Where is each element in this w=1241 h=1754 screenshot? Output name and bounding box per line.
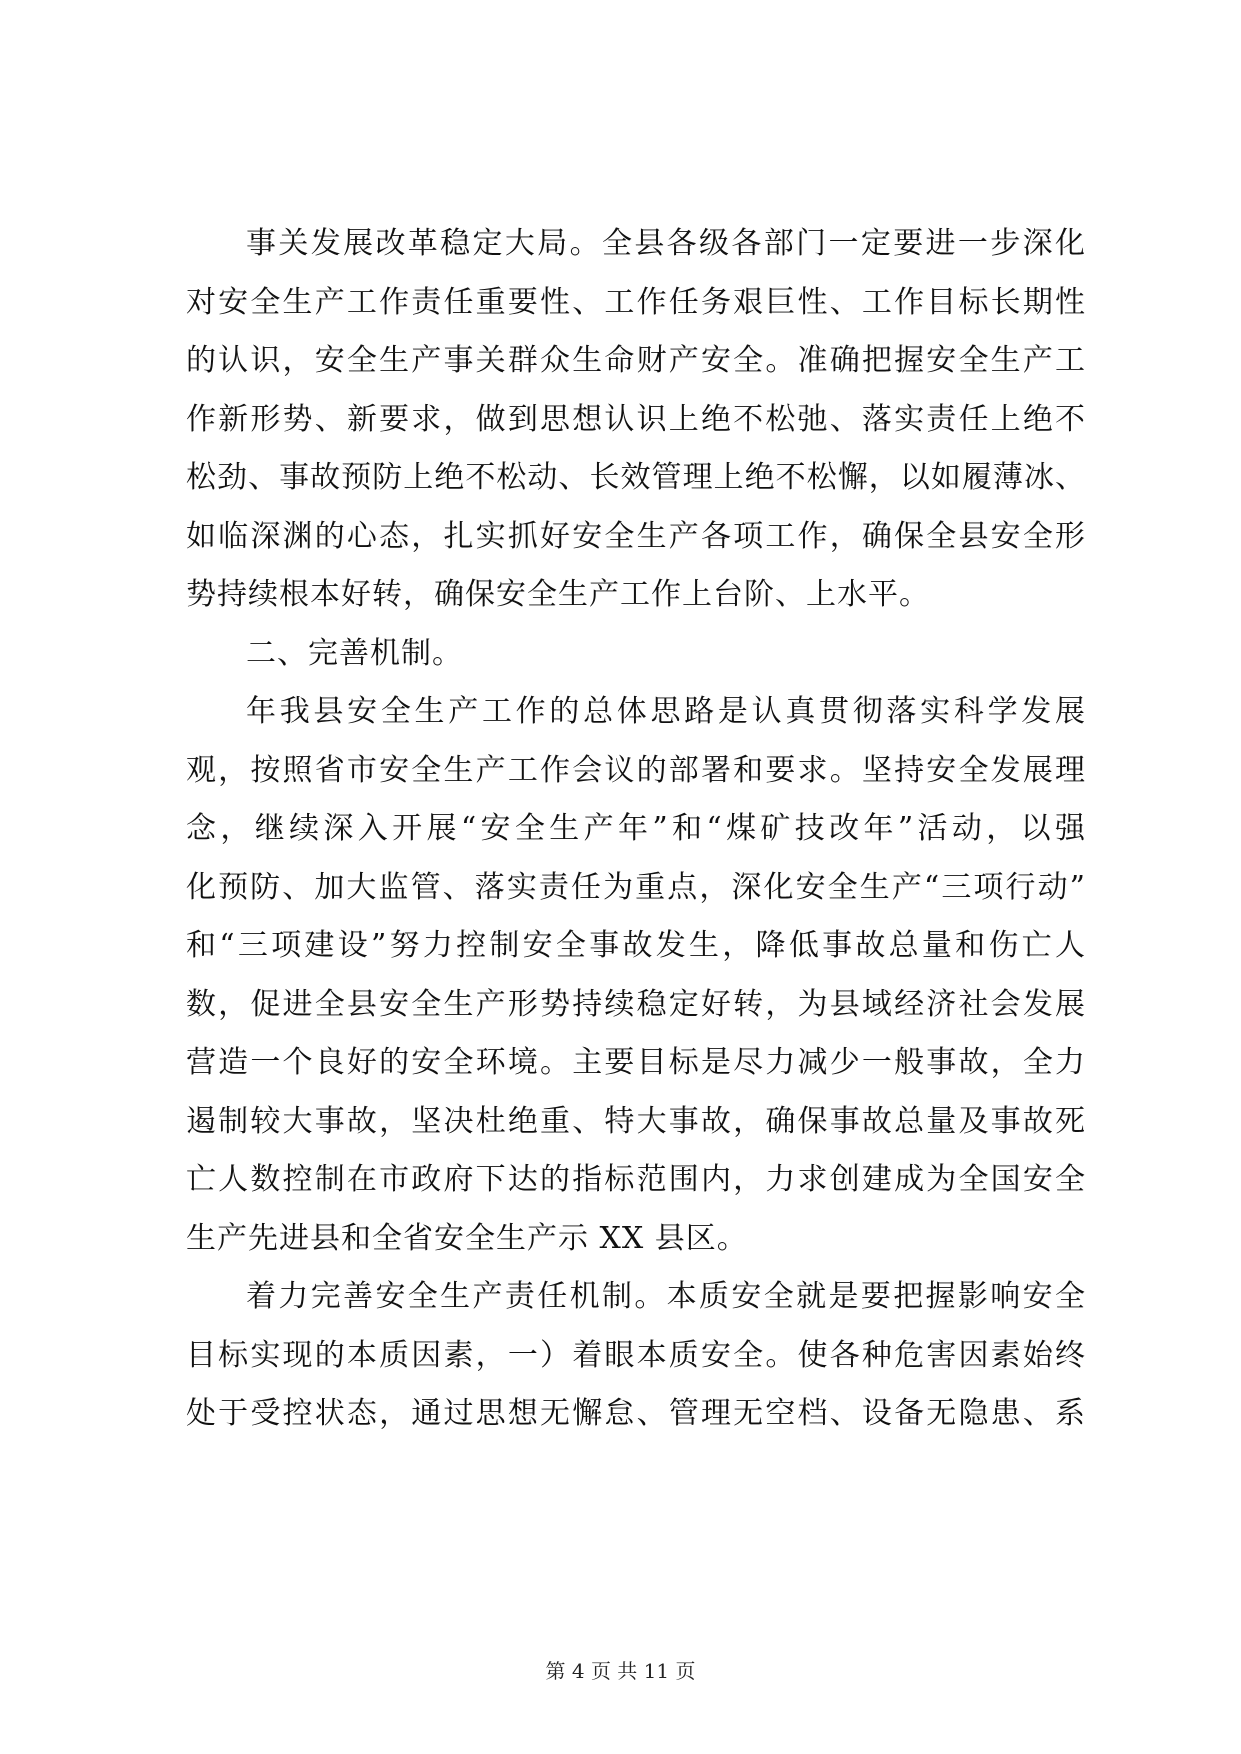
paragraph-line: 生产先进县和全省安全生产示 XX 县区。 [186, 1220, 748, 1256]
paragraph-line: 的认识，安全生产事关群众生命财产安全。准确把握安全生产工 [186, 343, 1086, 378]
paragraph-line: 着力完善安全生产责任机制。本质安全就是要把握影响安全 [246, 1279, 1086, 1314]
paragraph-line: 数，促进全县安全生产形势持续稳定好转，为县域经济社会发展 [186, 986, 1086, 1022]
document-body [186, 215, 1086, 1444]
paragraph-line: 势持续根本好转，确保安全生产工作上台阶、上水平。 [186, 577, 930, 612]
paragraph-line: 松劲、事故预防上绝不松动、长效管理上绝不松懈，以如履薄冰、 [186, 460, 1086, 495]
section-heading: 二、完善机制。 [246, 635, 463, 671]
page-footer: 第 4 页 共 11 页 [545, 1659, 696, 1683]
paragraph-line: 作新形势、新要求，做到思想认识上绝不松弛、落实责任上绝不 [186, 401, 1086, 437]
paragraph-line: 年我县安全生产工作的总体思路是认真贯彻落实科学发展 [246, 694, 1086, 729]
paragraph-line: 念，继续深入开展“安全生产年”和“煤矿技改年”活动，以强 [186, 811, 1086, 846]
paragraph-line: 化预防、加大监管、落实责任为重点，深化安全生产“三项行动” [186, 869, 1086, 905]
paragraph-line: 对安全生产工作责任重要性、工作任务艰巨性、工作目标长期性 [186, 284, 1086, 320]
paragraph-line: 和“三项建设”努力控制安全事故发生，降低事故总量和伤亡人 [186, 928, 1086, 963]
paragraph-line: 事关发展改革稳定大局。全县各级各部门一定要进一步深化 [246, 226, 1086, 261]
paragraph-line: 目标实现的本质因素，一）着眼本质安全。使各种危害因素始终 [186, 1337, 1086, 1373]
paragraph-line: 处于受控状态，通过思想无懈怠、管理无空档、设备无隐患、系 [186, 1396, 1086, 1431]
paragraph-line: 如临深渊的心态，扎实抓好安全生产各项工作，确保全县安全形 [186, 518, 1086, 554]
paragraph-line: 营造一个良好的安全环境。主要目标是尽力减少一般事故，全力 [186, 1045, 1086, 1080]
paragraph-line: 遏制较大事故，坚决杜绝重、特大事故，确保事故总量及事故死 [186, 1103, 1086, 1139]
paragraph-line: 观，按照省市安全生产工作会议的部署和要求。坚持安全发展理 [186, 752, 1086, 788]
paragraph-line: 亡人数控制在市政府下达的指标范围内，力求创建成为全国安全 [186, 1162, 1086, 1197]
